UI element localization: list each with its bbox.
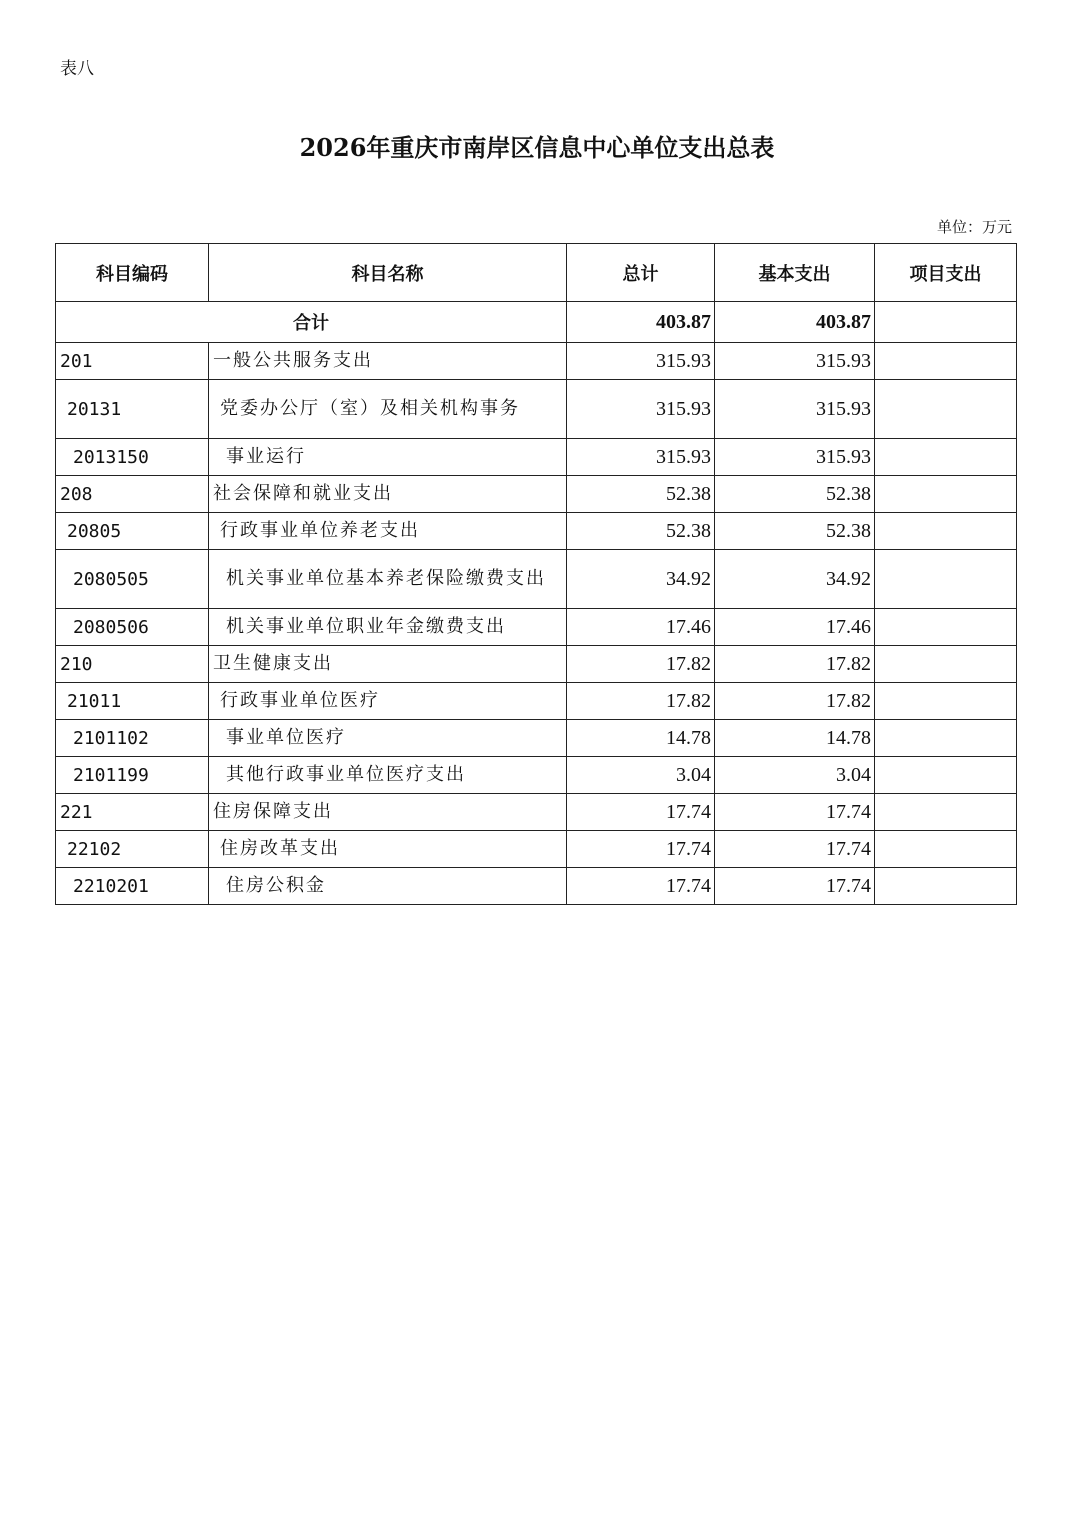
row-code-cell: 2080505 (56, 550, 209, 609)
row-name-cell: 事业运行 (209, 439, 567, 476)
row-code-cell: 2013150 (56, 439, 209, 476)
row-code-cell: 201 (56, 343, 209, 380)
row-basic-cell: 17.74 (715, 794, 875, 831)
row-code-cell: 2101102 (56, 720, 209, 757)
row-code-cell: 221 (56, 794, 209, 831)
row-project-cell (875, 343, 1017, 380)
expenditure-table (55, 243, 1017, 905)
total-row (56, 302, 1017, 343)
row-total-cell: 3.04 (567, 757, 715, 794)
row-project-cell (875, 831, 1017, 868)
row-project-cell (875, 513, 1017, 550)
row-project-cell (875, 868, 1017, 905)
row-total-cell: 52.38 (567, 513, 715, 550)
row-total-cell: 17.74 (567, 868, 715, 905)
table-header-row (56, 244, 1017, 302)
row-total-cell: 315.93 (567, 439, 715, 476)
table-number-label: 表八 (60, 59, 94, 79)
row-name-cell: 机关事业单位职业年金缴费支出 (209, 609, 567, 646)
row-total-cell: 17.82 (567, 683, 715, 720)
row-code-cell: 2210201 (56, 868, 209, 905)
row-total-cell: 17.82 (567, 646, 715, 683)
row-code-cell: 20131 (56, 380, 209, 439)
row-basic-cell: 17.46 (715, 609, 875, 646)
row-basic-cell: 52.38 (715, 513, 875, 550)
row-code-cell: 2101199 (56, 757, 209, 794)
row-project-cell (875, 439, 1017, 476)
row-name-cell: 党委办公厅（室）及相关机构事务 (209, 380, 567, 439)
row-total-cell: 17.74 (567, 794, 715, 831)
row-project-cell (875, 646, 1017, 683)
table-row (56, 831, 1017, 868)
row-code-cell: 20805 (56, 513, 209, 550)
header-code: 科目编码 (56, 244, 209, 302)
row-name-cell: 机关事业单位基本养老保险缴费支出 (209, 550, 567, 609)
table-row (56, 683, 1017, 720)
row-total-cell: 14.78 (567, 720, 715, 757)
row-basic-cell: 52.38 (715, 476, 875, 513)
row-name-cell: 其他行政事业单位医疗支出 (209, 757, 567, 794)
header-project: 项目支出 (875, 244, 1017, 302)
table-row (56, 757, 1017, 794)
table-row (56, 513, 1017, 550)
header-total: 总计 (567, 244, 715, 302)
row-name-cell: 住房保障支出 (209, 794, 567, 831)
row-name-cell: 行政事业单位医疗 (209, 683, 567, 720)
row-total-cell: 17.74 (567, 831, 715, 868)
row-basic-cell: 17.74 (715, 868, 875, 905)
row-code-cell: 208 (56, 476, 209, 513)
row-total-cell: 34.92 (567, 550, 715, 609)
total-total-value: 403.87 (567, 302, 715, 343)
table-row (56, 380, 1017, 439)
row-basic-cell: 17.82 (715, 646, 875, 683)
row-name-cell: 社会保障和就业支出 (209, 476, 567, 513)
row-basic-cell: 3.04 (715, 757, 875, 794)
table-row (56, 550, 1017, 609)
header-name: 科目名称 (209, 244, 567, 302)
row-project-cell (875, 794, 1017, 831)
table-row (56, 609, 1017, 646)
row-code-cell: 2080506 (56, 609, 209, 646)
row-basic-cell: 315.93 (715, 439, 875, 476)
row-project-cell (875, 720, 1017, 757)
document-title: 2026年重庆市南岸区信息中心单位支出总表 (299, 133, 775, 162)
table-row (56, 868, 1017, 905)
row-project-cell (875, 683, 1017, 720)
row-code-cell: 210 (56, 646, 209, 683)
row-project-cell (875, 550, 1017, 609)
row-name-cell: 事业单位医疗 (209, 720, 567, 757)
row-project-cell (875, 380, 1017, 439)
row-code-cell: 22102 (56, 831, 209, 868)
table-row (56, 646, 1017, 683)
row-project-cell (875, 609, 1017, 646)
table-row (56, 720, 1017, 757)
row-basic-cell: 14.78 (715, 720, 875, 757)
row-total-cell: 17.46 (567, 609, 715, 646)
row-name-cell: 住房改革支出 (209, 831, 567, 868)
table-row (56, 343, 1017, 380)
row-basic-cell: 315.93 (715, 380, 875, 439)
total-label: 合计 (56, 302, 567, 343)
row-basic-cell: 17.74 (715, 831, 875, 868)
row-basic-cell: 17.82 (715, 683, 875, 720)
row-total-cell: 315.93 (567, 380, 715, 439)
row-basic-cell: 34.92 (715, 550, 875, 609)
table-row (56, 476, 1017, 513)
row-name-cell: 一般公共服务支出 (209, 343, 567, 380)
row-name-cell: 行政事业单位养老支出 (209, 513, 567, 550)
table-row (56, 439, 1017, 476)
row-project-cell (875, 757, 1017, 794)
row-total-cell: 52.38 (567, 476, 715, 513)
total-project-value (875, 302, 1017, 343)
row-code-cell: 21011 (56, 683, 209, 720)
unit-label: 单位：万元 (936, 218, 1012, 236)
row-project-cell (875, 476, 1017, 513)
row-basic-cell: 315.93 (715, 343, 875, 380)
row-name-cell: 卫生健康支出 (209, 646, 567, 683)
header-basic: 基本支出 (715, 244, 875, 302)
row-total-cell: 315.93 (567, 343, 715, 380)
table-row (56, 794, 1017, 831)
total-basic-value: 403.87 (715, 302, 875, 343)
row-name-cell: 住房公积金 (209, 868, 567, 905)
